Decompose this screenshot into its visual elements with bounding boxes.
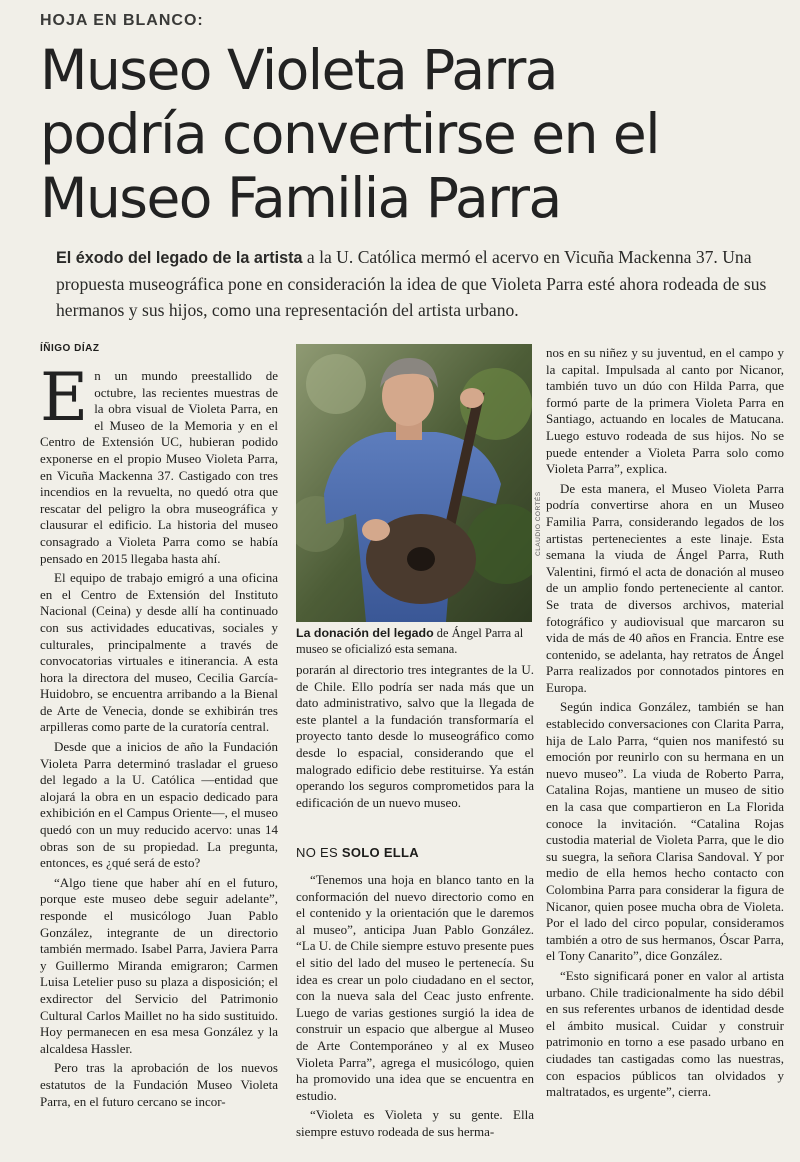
- paragraph: “Violeta es Violeta y su gente. Ella siempre estuvo rodeada de sus herma-: [296, 1107, 534, 1139]
- section-tag: HOJA EN BLANCO:: [40, 12, 204, 29]
- caption-lead: La donación del legado: [296, 626, 434, 640]
- photo-musician-with-guitar: [296, 344, 532, 622]
- caption-text: de Ángel Parra al museo se oficializó esta semana.: [296, 626, 524, 656]
- deck-lead: El éxodo del legado de la artista: [56, 249, 303, 267]
- column-2-top: [296, 662, 534, 840]
- article-photo: [296, 344, 532, 622]
- photo-caption: [296, 626, 538, 657]
- headline-line-3: Museo Familia Parra: [40, 166, 561, 230]
- paragraph-text: n un mundo preestallido de octubre, las recientes muestras de la obra visual de Violeta Parra, en el Museo de la Memoria y en el Centro de Extensión UC, hubieran podido exponerse en el propio Museo Violeta Parra, en Vicuña Mackenna 37. Castigado con tres incendios en la revuelta, no quedó otra que rescatar del peligro la obra museográfica y clausurar el edificio. La historia del museo consagrado a Violeta Parra como se había pensado en 2015 llegaba hasta ahí.: [40, 368, 278, 566]
- headline-line-2: podría convertirse en el: [40, 102, 660, 166]
- subhead-normal: NO ES: [296, 845, 342, 860]
- paragraph: [40, 368, 278, 567]
- paragraph: Desde que a inicios de año la Fundación Violeta Parra determinó trasladar el grueso del legado a la U. Católica —entidad que alojará la obra en un espacio dedicado para exhibición en el Campus Oriente—, el museo quedó con un muy reducido acervo: unas 14 obras son de su propiedad. La pregunta, entonces, es ¿qué será de esto?: [40, 739, 278, 871]
- drop-cap: E: [40, 368, 89, 436]
- subhead-bold: SOLO ELLA: [341, 845, 419, 860]
- paragraph: De esta manera, el Museo Violeta Parra podría convertirse ahora en un Museo Familia Parra, considerando legados de los artistas pertenecientes a este linaje. Esta semana la viuda de Ángel Parra, Ruth Valentini, firmó el acta de donación al museo de un amplio fondo perteneciente al cantor. Se trata de diversos archivos, material fotográfico y audiovisual que marcaron su vida de más de 40 años en Francia. Entre ese contenido, se adelanta, hay retratos de Ángel Parra realizados por connotados pintores en Europa.: [546, 480, 784, 695]
- subhead: [296, 845, 419, 860]
- paragraph: Según indica González, también se han establecido conversaciones con Clarita Parra, hija de Lalo Parra, “quien nos manifestó su emoción por reunirlo con su hermana en un nuevo museo”. La viuda de Roberto Parra, Catalina Rojas, mantiene un museo de sitio en la casa que compartieron en La Florida conoce la invitación. “Catalina Rojas custodia material de Violeta Parra, que le dio su suegra, la señora Clarisa Sandoval. Y por medio de ella hemos hecho contacto con Colombina Parra para considerar la figura de Nicanor, quien posee mucha obra de Violeta. Por el lado del circo popular, consideramos también a otro de sus hermanos, Óscar Parra, el Tony Canarito”, dice González.: [546, 699, 784, 964]
- byline: ÍÑIGO DÍAZ: [40, 343, 100, 354]
- paragraph: “Tenemos una hoja en blanco tanto en la conformación del nuevo directorio como en el contenido y la orientación que le daremos al museo”, anticipa Juan Pablo González. “La U. de Chile siempre estuvo presente pues el sitio del lado del museo le pertenecía. Su idea es crear un polo ciudadano en el sector, con la nueva sala del Ceac justo enfrente. Luego de varias gestiones surgió la idea de construir un espacio que albergue al Museo de Arte Contemporáneo y al ex Museo Violeta Parra”, agrega el musicólogo, quien ha promovido una idea que se encuentra en estudio.: [296, 872, 534, 1103]
- column-3: [546, 345, 784, 1158]
- paragraph: nos en su niñez y su juventud, en el campo y la capital. Impulsada al canto por Nicanor, también tuvo un dúo con Hilda Parra, que formó parte de la primera Violeta Parra en Santiago, actuando en locales de Matucana. Luego estuvo rodeada de sus hijos. No se puede entender a Violeta Parra solo como Violeta Parra”, explica.: [546, 345, 784, 477]
- column-1: [40, 368, 278, 1158]
- paragraph: El equipo de trabajo emigró a una oficina en el Centro de Extensión del Instituto Nacional (Ceina) y desde allí ha continuado con sus actividades educativas, sociales y culturales, principalmente a través de convocatorias virtuales e itinerancia. A esta hora la directora del museo, Cecilia García-Huidobro, se encuentra arribando a la Bienal de Arte de Venecia, donde se exhibirán tres arpilleras como parte de la curatoría central.: [40, 570, 278, 735]
- photo-credit: CLAUDIO CORTÉS: [535, 491, 542, 556]
- column-2-bottom: [296, 872, 534, 1158]
- paragraph: “Algo tiene que haber ahí en el futuro, porque este museo debe seguir adelante”, responde el musicólogo Juan Pablo González, integrante de un directorio también mermado. Isabel Parra, Javiera Parra y Guillermo Miranda emigraron; Carmen Luisa Letelier puso su plaza a disposición; el exdirector del Servicio del Patrimonio Cultural Carlos Maillet no ha sido sustituido. Hoy permanecen en esa mesa González y la alcaldesa Hassler.: [40, 874, 278, 1056]
- deck: [56, 244, 782, 323]
- paragraph: “Esto significará poner en valor al artista urbano. Chile tradicionalmente ha sido débil en sus referentes urbanos de identidad desde el ámbito musical. Cuidar y construir patrimonio en torno a ese pasado urbano en ciudades tan castigadas como las nuestras, con espacios públicos tan olvidados y maltratados, es urgente”, cierra.: [546, 967, 784, 1100]
- deck-text: a la U. Católica mermó el acervo en Vicuña Mackenna 37. Una propuesta museográfica pone en consideración la idea de que Violeta Parra esté ahora rodeada de sus hermanos y sus hijos, como una representación del artista urbano.: [56, 247, 767, 320]
- headline-line-1: Museo Violeta Parra: [40, 38, 558, 102]
- paragraph: Pero tras la aprobación de los nuevos estatutos de la Fundación Museo Violeta Parra, en el futuro cercano se incor-: [40, 1060, 278, 1109]
- headline: [40, 38, 780, 230]
- paragraph: porarán al directorio tres integrantes de la U. de Chile. Ello podría ser nada más que un dato administrativo, salvo que la llegada de este plantel a la fundación transformaría el proyecto tanto desde lo museográfico como desde lo espacial, considerando que el malogrado edificio debe restituirse. Ya están operando los seguros comprometidos para la edificación de un nuevo museo.: [296, 662, 534, 810]
